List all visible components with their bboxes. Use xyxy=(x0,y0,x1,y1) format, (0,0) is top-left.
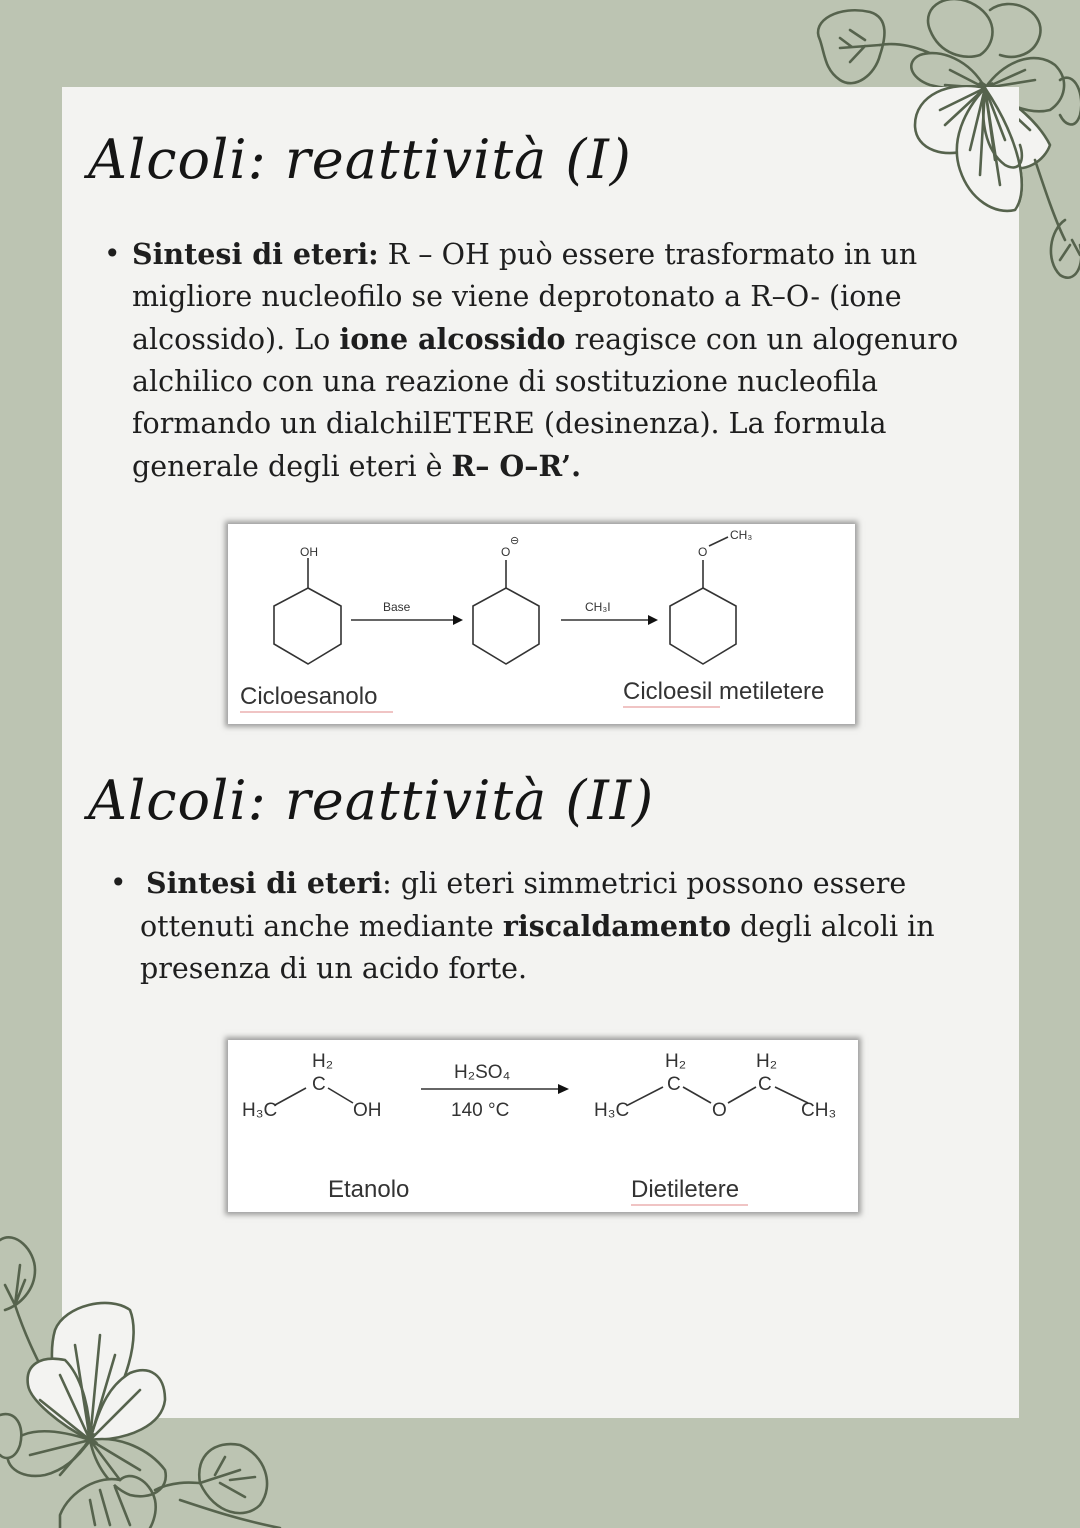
h2-label: H₂ xyxy=(312,1051,334,1072)
bold-lead: Sintesi di eteri: xyxy=(132,237,379,271)
alkoxide-o-label: O xyxy=(501,545,511,559)
reactant-name-label: Etanolo xyxy=(328,1176,410,1203)
h3c-label: H₃C xyxy=(594,1100,630,1121)
bullet-paragraph-2 xyxy=(110,862,990,990)
oh-group-label: OH xyxy=(300,545,318,559)
oxygen-label: O xyxy=(712,1100,727,1121)
product-name-label: Cicloesil metiletere xyxy=(623,678,825,705)
reaction-figure-2 xyxy=(228,1040,858,1212)
bullet-paragraph-1 xyxy=(104,233,982,488)
bold-term: ione alcossido xyxy=(339,322,566,356)
reaction-figure-1 xyxy=(228,524,855,724)
bold-lead: Sintesi di eteri xyxy=(146,866,383,900)
ch3-label: CH₃ xyxy=(801,1100,837,1121)
reactant-name-label: Cicloesanolo xyxy=(240,683,378,710)
body-text: R – OH può essere trasformato in un migliore nucleofilo se viene deprotonato a R–O- (ione alcossido). Lo xyxy=(132,238,918,356)
flower-overlap-top-right-icon xyxy=(910,85,1030,245)
h3c-label: H₃C xyxy=(242,1100,278,1121)
section-title-2: Alcoli: reattività (II) xyxy=(88,769,655,832)
carbon-label: C xyxy=(758,1074,772,1095)
temperature-label: 140 °C xyxy=(451,1100,510,1121)
ch3i-reagent-label: CH₃I xyxy=(585,600,611,614)
base-reagent-label: Base xyxy=(383,600,411,614)
ether-o-label: O xyxy=(698,545,708,559)
methyl-label: CH₃ xyxy=(730,528,753,542)
arrow-head-icon xyxy=(648,615,658,625)
h2-label: H₂ xyxy=(665,1051,687,1072)
section-title-1: Alcoli: reattività (I) xyxy=(88,128,632,191)
cyclohexane-ring-icon xyxy=(274,588,341,664)
h2so4-reagent-label: H₂SO₄ xyxy=(454,1062,511,1083)
h2-label: H₂ xyxy=(756,1051,778,1072)
oh-label: OH xyxy=(353,1100,382,1121)
flower-decoration-bottom-left-icon xyxy=(0,1225,300,1528)
body-text: reagisce con un alogenuro alchilico con una reazione di sostituzione nucleofila formando un dialchilETERE (desinenza). La formula generale degli eteri è xyxy=(132,323,959,483)
bullet-icon: • xyxy=(104,237,121,270)
bullet-icon: • xyxy=(110,866,127,899)
arrow-head-icon xyxy=(453,615,463,625)
bold-formula: R– O–R’. xyxy=(451,449,581,483)
carbon-label: C xyxy=(667,1074,681,1095)
bold-term: riscaldamento xyxy=(502,909,731,943)
arrow-head-icon xyxy=(558,1084,569,1094)
carbon-label: C xyxy=(312,1074,326,1095)
body-text: : gli eteri simmetrici possono essere ottenuti anche mediante xyxy=(140,867,907,943)
negative-charge-icon: ⊖ xyxy=(510,535,520,547)
body-text: degli alcoli in presenza di un acido forte. xyxy=(140,910,935,985)
product-name-label: Dietiletere xyxy=(631,1176,740,1203)
